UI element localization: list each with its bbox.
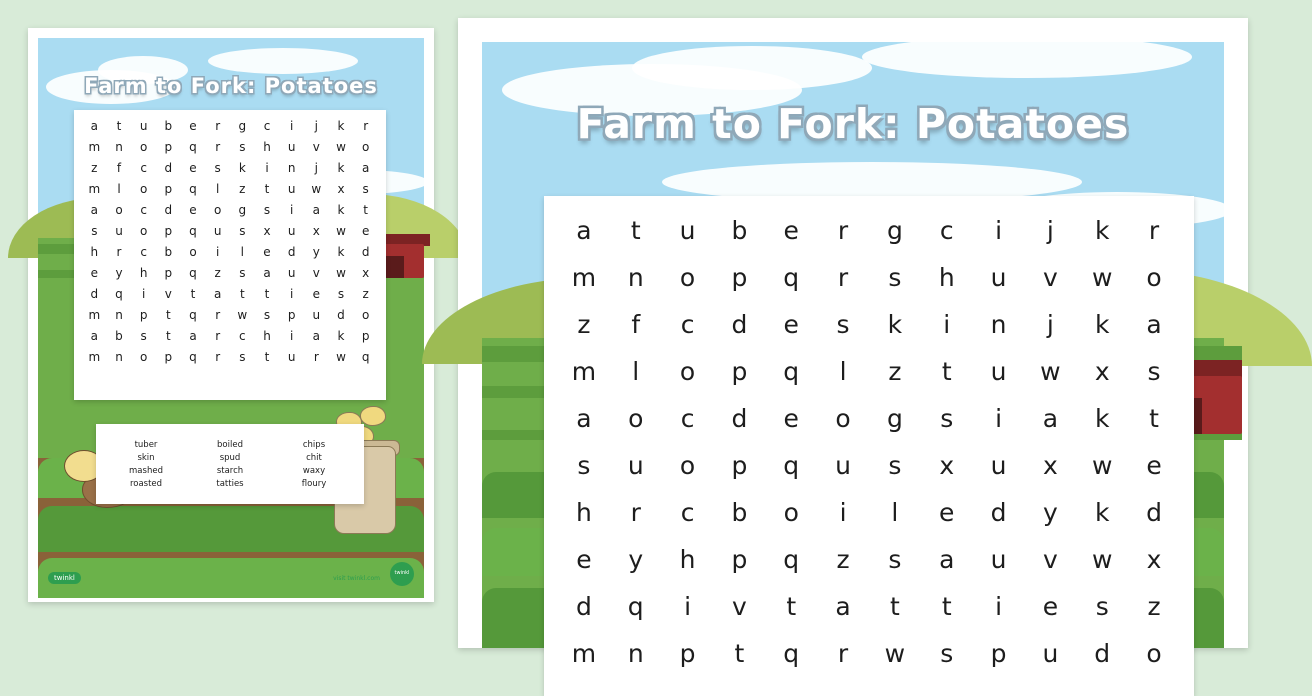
word-list-item: skin	[137, 452, 155, 463]
grid-letter[interactable]: n	[115, 140, 123, 154]
grid-letter[interactable]: w	[1092, 545, 1113, 574]
grid-letter[interactable]: o	[835, 404, 851, 433]
cloud-shape	[632, 46, 872, 90]
grid-letter[interactable]: a	[90, 203, 98, 217]
grid-letter[interactable]: i	[141, 287, 146, 301]
grid-letter[interactable]: o	[115, 203, 123, 217]
grid-letter[interactable]: e	[1146, 451, 1162, 480]
grid-letter[interactable]: x	[1094, 357, 1110, 386]
grid-letter[interactable]: i	[995, 592, 1003, 621]
grid-letter[interactable]: i	[289, 119, 294, 133]
grid-letter[interactable]: i	[995, 216, 1003, 245]
grid-letter[interactable]: g	[886, 404, 903, 433]
grid-letter[interactable]: s	[888, 451, 902, 480]
grid-letter[interactable]: u	[287, 224, 296, 238]
grid-letter[interactable]: a	[1146, 310, 1162, 339]
grid-letter[interactable]: e	[1042, 592, 1059, 621]
grid-letter[interactable]: s	[577, 451, 591, 480]
grid-letter[interactable]: t	[264, 182, 270, 196]
grid-letter[interactable]: q	[189, 140, 197, 154]
grid-letter[interactable]: y	[1043, 498, 1058, 527]
grid-letter[interactable]: s	[337, 287, 345, 301]
grid-letter[interactable]: o	[139, 350, 148, 364]
grid-letter[interactable]: s	[1095, 592, 1109, 621]
grid-letter[interactable]: q	[189, 350, 197, 364]
grid-letter[interactable]: w	[1092, 451, 1113, 480]
grid-letter[interactable]: v	[1043, 263, 1058, 292]
grid-letter[interactable]: j	[1046, 310, 1054, 339]
grid-letter[interactable]: m	[88, 140, 101, 154]
grid-letter[interactable]: h	[90, 245, 99, 259]
grid-letter[interactable]: c	[140, 161, 147, 175]
grid-letter[interactable]: u	[115, 224, 123, 238]
grid-letter[interactable]: o	[361, 308, 370, 322]
grid-letter[interactable]: s	[1147, 357, 1161, 386]
grid-letter[interactable]: r	[837, 216, 849, 245]
grid-letter[interactable]: b	[164, 245, 173, 259]
grid-letter[interactable]: x	[1146, 545, 1162, 574]
grid-letter[interactable]: w	[336, 224, 346, 238]
grid-letter[interactable]: k	[337, 161, 345, 175]
grid-letter[interactable]: p	[990, 639, 1007, 668]
grid-letter[interactable]: d	[287, 245, 296, 259]
grid-letter[interactable]: q	[361, 350, 370, 364]
grid-letter[interactable]: n	[115, 308, 123, 322]
grid-letter[interactable]: e	[576, 545, 592, 574]
grid-letter[interactable]: e	[263, 245, 271, 259]
page-title: Farm to Fork: Potatoes	[84, 74, 378, 98]
grid-letter[interactable]: e	[783, 310, 799, 339]
twinkl-logo[interactable]: twinkl	[48, 572, 81, 584]
grid-letter[interactable]: a	[312, 203, 320, 217]
grid-letter[interactable]: o	[628, 404, 644, 433]
word-list	[106, 432, 354, 496]
grid-letter[interactable]: o	[139, 182, 148, 196]
grid-letter[interactable]: s	[940, 639, 954, 668]
grid-letter[interactable]: y	[312, 245, 320, 259]
grid-letter[interactable]: q	[189, 182, 197, 196]
grid-letter[interactable]: k	[1095, 404, 1110, 433]
grid-letter[interactable]: p	[731, 263, 748, 292]
grid-letter[interactable]: t	[264, 287, 270, 301]
grid-letter[interactable]: t	[165, 308, 171, 322]
grid-letter[interactable]: k	[887, 310, 903, 339]
grid-letter[interactable]: h	[575, 498, 592, 527]
grid-letter[interactable]: w	[884, 639, 906, 668]
grid-letter[interactable]: f	[116, 161, 122, 175]
grid-letter[interactable]: k	[238, 161, 246, 175]
grid-letter[interactable]: n	[990, 310, 1007, 339]
grid-letter[interactable]: b	[164, 119, 173, 133]
grid-letter[interactable]: u	[679, 216, 696, 245]
grid-letter[interactable]: e	[783, 216, 799, 245]
grid-letter[interactable]: u	[1042, 639, 1059, 668]
grid-letter[interactable]: a	[576, 404, 592, 433]
grid-letter[interactable]: d	[575, 592, 592, 621]
word-list-item: spud	[219, 452, 241, 463]
grid-letter[interactable]: h	[679, 545, 696, 574]
grid-letter[interactable]: t	[1149, 404, 1159, 433]
grid-letter[interactable]: a	[835, 592, 851, 621]
grid-letter[interactable]: p	[361, 329, 370, 343]
grid-letter[interactable]: z	[91, 161, 98, 175]
grid-letter[interactable]: o	[139, 224, 148, 238]
grid-letter[interactable]: b	[731, 216, 748, 245]
grid-letter[interactable]: s	[362, 182, 369, 196]
grid-letter[interactable]: s	[263, 308, 271, 322]
grid-letter[interactable]: y	[628, 545, 644, 574]
grid-letter[interactable]: h	[938, 263, 955, 292]
grid-letter[interactable]: x	[362, 266, 370, 280]
grid-letter[interactable]: d	[731, 404, 748, 433]
grid-letter[interactable]: t	[264, 350, 270, 364]
grid-letter[interactable]: c	[680, 404, 695, 433]
grid-letter[interactable]: e	[189, 161, 197, 175]
grid-letter[interactable]: u	[990, 357, 1007, 386]
grid-letter[interactable]: h	[139, 266, 148, 280]
grid-letter[interactable]: o	[679, 357, 696, 386]
grid-letter[interactable]: v	[312, 266, 320, 280]
grid-letter[interactable]: z	[888, 357, 902, 386]
grid-letter[interactable]: j	[314, 161, 318, 175]
grid-letter[interactable]: k	[1095, 498, 1110, 527]
grid-letter[interactable]: p	[164, 350, 173, 364]
grid-letter[interactable]: p	[164, 224, 173, 238]
grid-letter[interactable]: a	[90, 329, 98, 343]
grid-letter[interactable]: a	[189, 329, 197, 343]
grid-letter[interactable]: j	[1046, 216, 1054, 245]
grid-letter[interactable]: c	[239, 329, 246, 343]
grid-letter[interactable]: h	[263, 140, 271, 154]
grid-letter[interactable]: z	[214, 266, 221, 280]
grid-letter[interactable]: m	[88, 182, 101, 196]
cloud-shape	[862, 36, 1192, 78]
grid-letter[interactable]: z	[577, 310, 591, 339]
word-list-item: boiled	[217, 439, 243, 450]
grid-letter[interactable]: z	[362, 287, 369, 301]
grid-letter[interactable]: s	[263, 203, 271, 217]
grid-letter[interactable]: s	[239, 224, 246, 238]
grid-letter[interactable]: v	[164, 287, 172, 301]
grid-letter[interactable]: o	[189, 245, 197, 259]
grid-letter[interactable]: d	[337, 308, 345, 322]
grid-letter[interactable]: a	[312, 329, 320, 343]
grid-letter[interactable]: q	[189, 224, 197, 238]
grid-letter[interactable]: r	[215, 308, 221, 322]
page-title: Farm to Fork: Potatoes	[576, 100, 1130, 148]
grid-letter[interactable]: p	[731, 545, 748, 574]
grid-letter[interactable]: p	[139, 308, 148, 322]
grid-letter[interactable]: p	[287, 308, 296, 322]
grid-letter[interactable]: m	[571, 357, 597, 386]
grid-letter[interactable]: a	[939, 545, 955, 574]
grid-letter[interactable]: y	[115, 266, 123, 280]
grid-letter[interactable]: s	[91, 224, 98, 238]
grid-letter[interactable]: m	[88, 350, 101, 364]
grid-letter[interactable]: b	[115, 329, 123, 343]
grid-letter[interactable]: u	[287, 140, 296, 154]
grid-letter[interactable]: d	[731, 310, 748, 339]
grid-letter[interactable]: z	[1147, 592, 1161, 621]
grid-letter[interactable]: p	[164, 182, 173, 196]
grid-letter[interactable]: b	[731, 498, 748, 527]
grid-letter[interactable]: k	[337, 245, 345, 259]
grid-letter[interactable]: t	[734, 639, 745, 668]
grid-letter[interactable]: x	[312, 224, 320, 238]
grid-letter[interactable]: r	[630, 498, 641, 527]
grid-letter[interactable]: a	[90, 119, 98, 133]
grid-letter[interactable]: a	[361, 161, 370, 175]
grid-letter[interactable]: i	[839, 498, 847, 527]
grid-letter[interactable]: p	[731, 451, 748, 480]
grid-letter[interactable]: s	[888, 545, 902, 574]
grid-letter[interactable]: u	[213, 224, 222, 238]
grid-letter[interactable]: t	[786, 592, 797, 621]
grid-letter[interactable]: d	[164, 161, 173, 175]
grid-letter[interactable]: r	[116, 245, 122, 259]
grid-letter[interactable]: s	[214, 161, 221, 175]
grid-letter[interactable]: z	[239, 182, 246, 196]
grid-letter[interactable]: w	[1040, 357, 1061, 386]
grid-letter[interactable]: m	[88, 308, 101, 322]
grid-letter[interactable]: g	[238, 203, 247, 217]
grid-letter[interactable]: i	[943, 310, 951, 339]
grid-letter[interactable]: u	[287, 182, 296, 196]
grid-letter[interactable]: c	[939, 216, 954, 245]
grid-letter[interactable]: g	[238, 119, 247, 133]
grid-letter[interactable]: q	[189, 308, 197, 322]
grid-letter[interactable]: z	[836, 545, 850, 574]
grid-letter[interactable]: l	[240, 245, 244, 259]
grid-letter[interactable]: o	[783, 498, 799, 527]
grid-letter[interactable]: o	[361, 140, 370, 154]
grid-letter[interactable]: u	[835, 451, 851, 480]
grid-letter[interactable]: n	[627, 263, 644, 292]
grid-letter[interactable]: p	[164, 140, 173, 154]
grid-letter[interactable]: s	[239, 350, 246, 364]
cloud-shape	[208, 48, 358, 74]
grid-letter[interactable]: e	[783, 404, 799, 433]
grid-letter[interactable]: w	[336, 266, 346, 280]
grid-letter[interactable]: r	[215, 350, 221, 364]
grid-letter[interactable]: q	[783, 263, 800, 292]
worksheet-scene-large	[482, 42, 1224, 668]
grid-letter[interactable]: u	[990, 545, 1007, 574]
grid-letter[interactable]: o	[679, 263, 696, 292]
grid-letter[interactable]: q	[783, 357, 800, 386]
grid-letter[interactable]: l	[215, 182, 220, 196]
grid-letter[interactable]: n	[627, 639, 644, 668]
grid-letter[interactable]: e	[189, 203, 197, 217]
grid-letter[interactable]: m	[571, 263, 597, 292]
grid-letter[interactable]: o	[139, 140, 148, 154]
grid-letter[interactable]: l	[117, 182, 121, 196]
grid-letter[interactable]: e	[939, 498, 955, 527]
grid-letter[interactable]: c	[140, 203, 147, 217]
word-list-item: chit	[306, 452, 322, 463]
grid-letter[interactable]: p	[679, 639, 696, 668]
grid-letter[interactable]: k	[337, 329, 345, 343]
grid-letter[interactable]: t	[363, 203, 369, 217]
grid-letter[interactable]: w	[336, 350, 346, 364]
grid-letter[interactable]: u	[990, 451, 1007, 480]
grid-letter[interactable]: s	[940, 404, 954, 433]
grid-letter[interactable]: w	[1092, 263, 1113, 292]
grid-letter[interactable]: p	[164, 266, 173, 280]
grid-letter[interactable]: v	[1043, 545, 1058, 574]
grid-letter[interactable]: u	[312, 308, 321, 322]
grid-letter[interactable]: i	[289, 203, 294, 217]
grid-letter[interactable]: l	[632, 357, 640, 386]
grid-letter[interactable]: q	[627, 592, 644, 621]
grid-letter[interactable]: d	[1146, 498, 1162, 527]
grid-letter[interactable]: o	[1146, 263, 1162, 292]
grid-letter[interactable]: t	[239, 287, 245, 301]
wordsearch-grid-card	[74, 110, 386, 400]
grid-letter[interactable]: s	[140, 329, 147, 343]
grid-letter[interactable]: u	[287, 266, 296, 280]
word-list-item: starch	[216, 465, 244, 476]
grid-letter[interactable]: n	[115, 350, 123, 364]
grid-letter[interactable]: k	[1095, 310, 1110, 339]
grid-letter[interactable]: u	[287, 350, 296, 364]
word-list-item: roasted	[129, 478, 163, 489]
grid-letter[interactable]: e	[312, 287, 321, 301]
word-list-item: floury	[301, 478, 327, 489]
grid-letter[interactable]: u	[627, 451, 644, 480]
grid-letter[interactable]: v	[732, 592, 747, 621]
grid-letter[interactable]: t	[941, 592, 952, 621]
grid-letter[interactable]: i	[289, 329, 294, 343]
grid-letter[interactable]: e	[189, 119, 197, 133]
worksheet-preview-small[interactable]	[28, 28, 434, 602]
grid-letter[interactable]: r	[363, 119, 369, 133]
grid-letter[interactable]: t	[630, 216, 641, 245]
grid-letter[interactable]: i	[995, 404, 1003, 433]
grid-letter[interactable]: s	[239, 266, 246, 280]
grid-letter[interactable]: d	[361, 245, 370, 259]
grid-letter[interactable]: d	[164, 203, 173, 217]
grid-letter[interactable]: d	[1094, 639, 1111, 668]
grid-letter[interactable]: r	[215, 119, 221, 133]
grid-letter[interactable]: s	[888, 263, 902, 292]
grid-letter[interactable]: v	[312, 140, 320, 154]
grid-letter[interactable]: x	[263, 224, 271, 238]
grid-letter[interactable]: w	[237, 308, 248, 322]
grid-letter[interactable]: d	[90, 287, 99, 301]
grid-letter[interactable]: t	[165, 329, 171, 343]
grid-letter[interactable]: r	[215, 329, 221, 343]
grid-letter[interactable]: s	[836, 310, 850, 339]
word-list-item: tuber	[134, 439, 158, 450]
grid-letter[interactable]: c	[140, 245, 147, 259]
grid-letter[interactable]: t	[190, 287, 196, 301]
grid-letter[interactable]: q	[783, 451, 800, 480]
grid-letter[interactable]: a	[1042, 404, 1059, 433]
grid-letter[interactable]: c	[680, 310, 695, 339]
word-list-card	[96, 424, 364, 504]
grid-letter[interactable]: c	[263, 119, 271, 133]
grid-letter[interactable]: r	[837, 639, 849, 668]
barn-door	[384, 256, 404, 278]
potato-in-sack	[360, 406, 386, 426]
grid-letter[interactable]: i	[289, 287, 294, 301]
grid-letter[interactable]: o	[1146, 639, 1162, 668]
grid-letter[interactable]: a	[576, 216, 592, 245]
grid-letter[interactable]: r	[837, 263, 849, 292]
worksheet-scene-small	[38, 38, 424, 592]
wordsearch-grid[interactable]	[82, 120, 378, 363]
grid-letter[interactable]: r	[313, 350, 319, 364]
grid-letter[interactable]: e	[90, 266, 99, 280]
word-list-item: waxy	[302, 465, 326, 476]
grid-letter[interactable]: f	[631, 310, 641, 339]
grid-letter[interactable]: k	[337, 203, 345, 217]
grid-letter[interactable]: q	[783, 639, 800, 668]
grid-letter[interactable]: r	[1148, 216, 1160, 245]
worksheet-preview-large[interactable]	[458, 18, 1248, 668]
word-list-item: chips	[302, 439, 326, 450]
grid-letter[interactable]: d	[990, 498, 1007, 527]
grid-letter[interactable]: q	[189, 266, 197, 280]
grid-letter[interactable]: u	[990, 263, 1007, 292]
grid-letter[interactable]: w	[336, 140, 346, 154]
twinkl-badge: twinkl	[390, 562, 414, 586]
grid-letter[interactable]: s	[239, 140, 246, 154]
visit-link[interactable]: visit twinkl.com	[333, 575, 380, 582]
grid-letter[interactable]: p	[731, 357, 748, 386]
grid-letter[interactable]: h	[263, 329, 271, 343]
grid-letter[interactable]: i	[215, 245, 220, 259]
grid-letter[interactable]: u	[139, 119, 148, 133]
word-list-item: mashed	[129, 465, 163, 476]
grid-letter[interactable]: t	[116, 119, 122, 133]
grid-letter[interactable]: l	[891, 498, 899, 527]
wordsearch-grid[interactable]	[558, 218, 1180, 666]
grid-letter[interactable]: n	[287, 161, 296, 175]
grid-letter[interactable]: e	[361, 224, 370, 238]
grid-letter[interactable]: r	[215, 140, 221, 154]
grid-letter[interactable]: o	[679, 451, 696, 480]
grid-letter[interactable]: a	[263, 266, 271, 280]
grid-letter[interactable]: o	[213, 203, 222, 217]
grid-letter[interactable]: k	[337, 119, 345, 133]
grid-letter[interactable]: m	[571, 639, 597, 668]
grid-letter[interactable]: a	[213, 287, 222, 301]
grid-letter[interactable]: x	[939, 451, 955, 480]
grid-letter[interactable]: c	[680, 498, 695, 527]
wordsearch-grid-card	[544, 196, 1194, 696]
grid-letter[interactable]: i	[265, 161, 269, 175]
grid-letter[interactable]: t	[890, 592, 900, 621]
grid-letter[interactable]: w	[311, 182, 322, 196]
word-list-item: tatties	[216, 478, 244, 489]
grid-letter[interactable]: t	[941, 357, 952, 386]
grid-letter[interactable]: l	[839, 357, 847, 386]
grid-letter[interactable]: x	[1043, 451, 1058, 480]
grid-letter[interactable]: k	[1095, 216, 1110, 245]
grid-letter[interactable]: i	[684, 592, 692, 621]
grid-letter[interactable]: q	[783, 545, 800, 574]
grid-letter[interactable]: g	[886, 216, 903, 245]
grid-letter[interactable]: j	[314, 119, 318, 133]
grid-letter[interactable]: q	[115, 287, 123, 301]
grid-letter[interactable]: x	[337, 182, 345, 196]
